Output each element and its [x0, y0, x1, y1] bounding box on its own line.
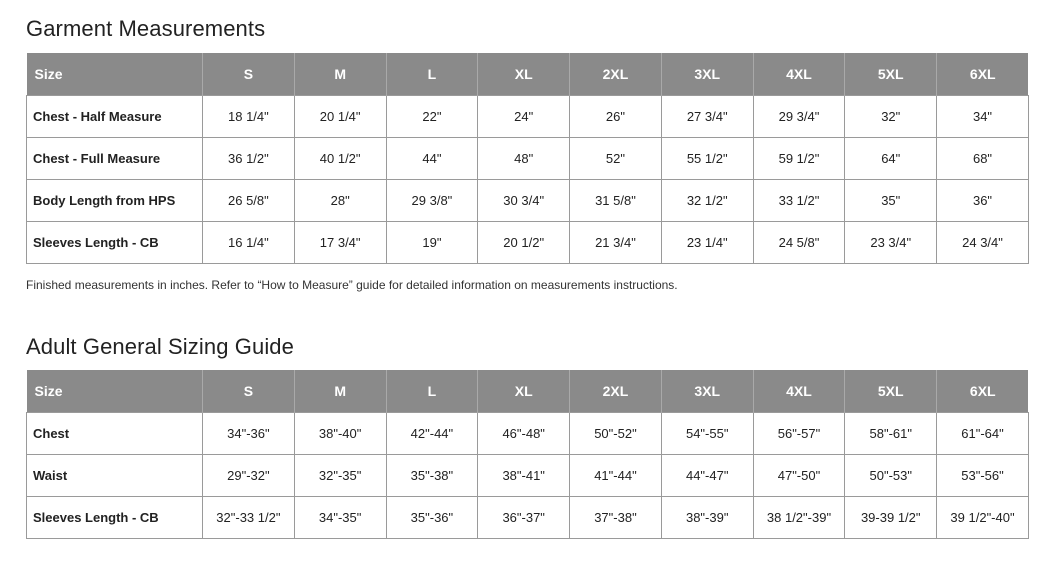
table-cell: 20 1/4"	[294, 96, 386, 138]
table-header-row	[27, 53, 1029, 96]
table-cell: 36 1/2"	[203, 138, 295, 180]
row-label: Waist	[27, 455, 203, 497]
size-header-3xl: 3XL	[661, 53, 753, 96]
table-cell: 32 1/2"	[661, 180, 753, 222]
table-header-row	[27, 370, 1029, 413]
table-row	[27, 497, 1029, 539]
table-cell: 19"	[386, 222, 478, 264]
table-cell: 27 3/4"	[661, 96, 753, 138]
table-cell: 58"-61"	[845, 413, 937, 455]
size-header-4xl: 4XL	[753, 53, 845, 96]
table-cell: 38"-41"	[478, 455, 570, 497]
sizing-guide-title: Adult General Sizing Guide	[26, 334, 294, 359]
table-cell: 35"-36"	[386, 497, 478, 539]
table-cell: 38"-40"	[294, 413, 386, 455]
table-cell: 24 3/4"	[937, 222, 1029, 264]
size-header-2xl: 2XL	[570, 53, 662, 96]
table-cell: 39 1/2"-40"	[937, 497, 1029, 539]
table-row	[27, 222, 1029, 264]
table-cell: 29"-32"	[203, 455, 295, 497]
garment-measurements-table	[26, 53, 1029, 264]
table-cell: 61"-64"	[937, 413, 1029, 455]
table-cell: 21 3/4"	[570, 222, 662, 264]
table-cell: 34"-35"	[294, 497, 386, 539]
table-cell: 32"-35"	[294, 455, 386, 497]
table-cell: 32"	[845, 96, 937, 138]
table-cell: 46"-48"	[478, 413, 570, 455]
table-row	[27, 180, 1029, 222]
row-label: Chest - Half Measure	[27, 96, 203, 138]
table-cell: 41"-44"	[570, 455, 662, 497]
table-cell: 59 1/2"	[753, 138, 845, 180]
table-row	[27, 413, 1029, 455]
size-column-header: Size	[27, 53, 203, 96]
table-cell: 37"-38"	[570, 497, 662, 539]
table-cell: 23 1/4"	[661, 222, 753, 264]
table-cell: 35"-38"	[386, 455, 478, 497]
row-label: Sleeves Length - CB	[27, 222, 203, 264]
size-header-xl: XL	[478, 370, 570, 413]
table-cell: 28"	[294, 180, 386, 222]
table-cell: 64"	[845, 138, 937, 180]
row-label: Body Length from HPS	[27, 180, 203, 222]
table-cell: 50"-53"	[845, 455, 937, 497]
table-cell: 48"	[478, 138, 570, 180]
table-cell: 16 1/4"	[203, 222, 295, 264]
table-cell: 42"-44"	[386, 413, 478, 455]
table-cell: 24 5/8"	[753, 222, 845, 264]
table-cell: 34"-36"	[203, 413, 295, 455]
size-header-3xl: 3XL	[661, 370, 753, 413]
table-cell: 33 1/2"	[753, 180, 845, 222]
size-header-s: S	[203, 370, 295, 413]
size-header-5xl: 5XL	[845, 53, 937, 96]
row-label: Chest	[27, 413, 203, 455]
size-header-m: M	[294, 370, 386, 413]
table-cell: 24"	[478, 96, 570, 138]
size-header-l: L	[386, 53, 478, 96]
table-cell: 34"	[937, 96, 1029, 138]
table-cell: 47"-50"	[753, 455, 845, 497]
size-header-6xl: 6XL	[937, 370, 1029, 413]
row-label: Sleeves Length - CB	[27, 497, 203, 539]
measurement-note: Finished measurements in inches. Refer to “How to Measure” guide for detailed information on measurements instructions.	[26, 278, 678, 292]
table-cell: 39-39 1/2"	[845, 497, 937, 539]
table-cell: 55 1/2"	[661, 138, 753, 180]
size-column-header: Size	[27, 370, 203, 413]
garment-measurements-title: Garment Measurements	[26, 16, 266, 41]
table-row	[27, 138, 1029, 180]
row-label: Chest - Full Measure	[27, 138, 203, 180]
table-cell: 29 3/4"	[753, 96, 845, 138]
size-header-l: L	[386, 370, 478, 413]
table-cell: 22"	[386, 96, 478, 138]
table-cell: 38 1/2"-39"	[753, 497, 845, 539]
table-cell: 31 5/8"	[570, 180, 662, 222]
table-cell: 44"-47"	[661, 455, 753, 497]
table-cell: 36"-37"	[478, 497, 570, 539]
table-cell: 32"-33 1/2"	[203, 497, 295, 539]
table-cell: 26 5/8"	[203, 180, 295, 222]
table-row	[27, 96, 1029, 138]
table-cell: 44"	[386, 138, 478, 180]
size-header-5xl: 5XL	[845, 370, 937, 413]
table-cell: 30 3/4"	[478, 180, 570, 222]
size-header-s: S	[203, 53, 295, 96]
size-header-4xl: 4XL	[753, 370, 845, 413]
table-cell: 26"	[570, 96, 662, 138]
table-cell: 35"	[845, 180, 937, 222]
table-cell: 53"-56"	[937, 455, 1029, 497]
size-header-xl: XL	[478, 53, 570, 96]
table-cell: 56"-57"	[753, 413, 845, 455]
table-cell: 52"	[570, 138, 662, 180]
table-cell: 36"	[937, 180, 1029, 222]
size-header-6xl: 6XL	[937, 53, 1029, 96]
table-cell: 50"-52"	[570, 413, 662, 455]
table-cell: 29 3/8"	[386, 180, 478, 222]
table-cell: 18 1/4"	[203, 96, 295, 138]
table-cell: 23 3/4"	[845, 222, 937, 264]
table-cell: 54"-55"	[661, 413, 753, 455]
table-cell: 68"	[937, 138, 1029, 180]
table-cell: 20 1/2"	[478, 222, 570, 264]
table-cell: 17 3/4"	[294, 222, 386, 264]
table-cell: 38"-39"	[661, 497, 753, 539]
table-cell: 40 1/2"	[294, 138, 386, 180]
table-row	[27, 455, 1029, 497]
sizing-guide-table	[26, 370, 1029, 539]
size-header-m: M	[294, 53, 386, 96]
size-header-2xl: 2XL	[570, 370, 662, 413]
